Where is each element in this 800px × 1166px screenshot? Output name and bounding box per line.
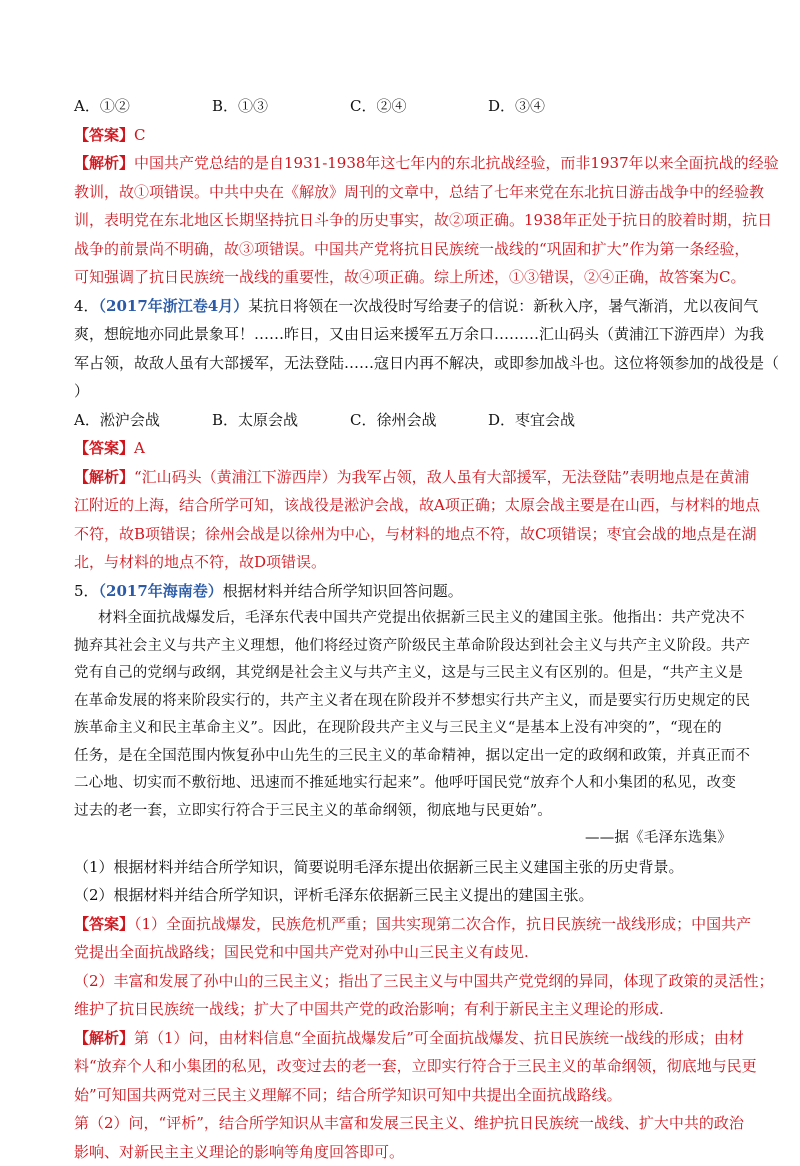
q5-citation: ——据《毛泽东选集》 — [74, 825, 734, 853]
q4-source: （2017年浙江卷4月） — [99, 297, 249, 315]
q5-number: 5． — [74, 582, 99, 600]
q3-option-c: C．②④ — [350, 92, 488, 121]
q5-material-line: 任务，是在全国范围内恢复孙中山先生的三民主义的革命精神，据以定出一定的政纲和政策，并真正而不 — [74, 743, 734, 771]
q4-stem-line: 爽，想皖地亦同此景象耳！……昨日，又由日运来援军五万余口………汇山码头（黄浦江下游西岸）为我 — [74, 320, 734, 349]
q5-material-line: 族革命主义和民主革命主义”。因此，在现阶段共产主义与三民主义“是基本上没有冲突的”，“现在的 — [74, 715, 734, 743]
q4-analysis-line: 北，与材料的地点不符，故D项错误。 — [74, 548, 734, 577]
q5-material-line: 材料全面抗战爆发后，毛泽东代表中国共产党提出依据新三民主义的建国主张。他指出：共产党决不 — [74, 605, 734, 633]
q5-material-line: 党有自己的党纲与政纲，其党纲是社会主义与共产主义，这是与三民主义有区别的。但是，“共产主义是 — [74, 660, 734, 688]
q5-stem: 5．（2017年海南卷）根据材料并结合所学知识回答问题。 — [74, 577, 734, 606]
q3-analysis-line: 教训，故①项错误。中共中央在《解放》周刊的文章中，总结了七年来党在东北抗日游击战争中的经验教 — [74, 178, 734, 207]
q5-analysis-line: 料“放弃个人和小集团的私见，改变过去的老一套，立即实行符合于三民主义的革命纲领，彻底地与民更 — [74, 1052, 734, 1081]
q4-option-d: D．枣宜会战 — [488, 406, 626, 435]
q3-analysis-line: 【解析】中国共产党总结的是自1931-1938年这七年内的东北抗战经验，而非1937年以来全面抗战的经验 — [74, 149, 734, 178]
document-page — [74, 92, 734, 1166]
q4-answer: 【答案】A — [74, 434, 734, 463]
q4-option-b: B．太原会战 — [212, 406, 350, 435]
q3-options — [74, 92, 734, 121]
q3-analysis-line: 训，表明党在东北地区长期坚持抗日斗争的历史事实，故②项正确。1938年正处于抗日的胶着时期，抗日 — [74, 206, 734, 235]
q5-analysis-line: 始”可知国共两党对三民主义理解不同；结合所学知识可知中共提出全面抗战路线。 — [74, 1081, 734, 1110]
q5-sub-question: （1）根据材料并结合所学知识，简要说明毛泽东提出依据新三民主义建国主张的历史背景。 — [74, 853, 734, 882]
q4-analysis-line: 江附近的上海，结合所学可知，该战役是淞沪会战，故A项正确；太原会战主要是在山西，与材料的地点 — [74, 491, 734, 520]
q4-stem: 4．（2017年浙江卷4月）某抗日将领在一次战役时写给妻子的信说：新秋入序，暑气渐消，尤以夜间气 — [74, 292, 734, 321]
q3-analysis-line: 战争的前景尚不明确，故③项错误。中国共产党将抗日民族统一战线的“巩固和扩大”作为第一条经验， — [74, 235, 734, 264]
q5-answer-line: 党提出全面抗战路线；国民党和中国共产党对孙中山三民主义有歧见. — [74, 938, 734, 967]
q5-material-line: 二心地、切实而不敷衍地、迅速而不推延地实行起来”。他呼吁国民党“放弃个人和小集团的私见，改变 — [74, 770, 734, 798]
q5-material-line: 过去的老一套，立即实行符合于三民主义的革命纲领，彻底地与民更始”。 — [74, 798, 734, 826]
q5-answer-line: 【答案】（1）全面抗战爆发，民族危机严重；国共实现第二次合作，抗日民族统一战线形成；中国共产 — [74, 910, 734, 939]
q4-number: 4． — [74, 297, 99, 315]
q3-option-a: A．①② — [74, 92, 212, 121]
q4-stem-line: ） — [74, 377, 734, 406]
q5-sub-question: （2）根据材料并结合所学知识，评析毛泽东依据新三民主义提出的建国主张。 — [74, 881, 734, 910]
q5-answer-line: （2）丰富和发展了孙中山的三民主义；指出了三民主义与中国共产党党纲的异同，体现了政策的灵活性； — [74, 967, 734, 996]
q5-material-line: 抛弃其社会主义与共产主义理想，他们将经过资产阶级民主革命阶段达到社会主义与共产主义阶段。共产 — [74, 633, 734, 661]
q3-option-b: B．①③ — [212, 92, 350, 121]
q4-analysis-line: 不符，故B项错误；徐州会战是以徐州为中心，与材料的地点不符，故C项错误；枣宜会战的地点是在湖 — [74, 520, 734, 549]
q4-option-a: A．淞沪会战 — [74, 406, 212, 435]
q5-analysis-line: 【解析】第（1）问，由材料信息“全面抗战爆发后”可全面抗战爆发、抗日民族统一战线的形成；由材 — [74, 1024, 734, 1053]
q5-analysis-line: 第（2）问，“评析”，结合所学知识从丰富和发展三民主义、维护抗日民族统一战线、扩大中共的政治 — [74, 1109, 734, 1138]
q4-options — [74, 406, 734, 435]
q5-answer-line: 维护了抗日民族统一战线；扩大了中国共产党的政治影响；有利于新民主主义理论的形成. — [74, 995, 734, 1024]
q5-analysis-line: 影响、对新民主主义理论的影响等角度回答即可。 — [74, 1138, 734, 1166]
q5-material-line: 在革命发展的将来阶段实行的，共产主义者在现在阶段并不梦想实行共产主义，而是要实行历史规定的民 — [74, 688, 734, 716]
q3-answer: 【答案】C — [74, 121, 734, 150]
q5-source: （2017年海南卷） — [99, 582, 223, 600]
q3-option-d: D．③④ — [488, 92, 626, 121]
q4-analysis-line: 【解析】“汇山码头（黄浦江下游西岸）为我军占领，敌人虽有大部援军，无法登陆”表明地点是在黄浦 — [74, 463, 734, 492]
q4-stem-line: 军占领，故敌人虽有大部援军，无法登陆……寇日内再不解决，或即参加战斗也。这位将领参加的战役是（ — [74, 349, 734, 378]
q3-analysis-line: 可知强调了抗日民族统一战线的重要性，故④项正确。综上所述，①③错误，②④正确，故答案为C。 — [74, 263, 734, 292]
q4-option-c: C．徐州会战 — [350, 406, 488, 435]
